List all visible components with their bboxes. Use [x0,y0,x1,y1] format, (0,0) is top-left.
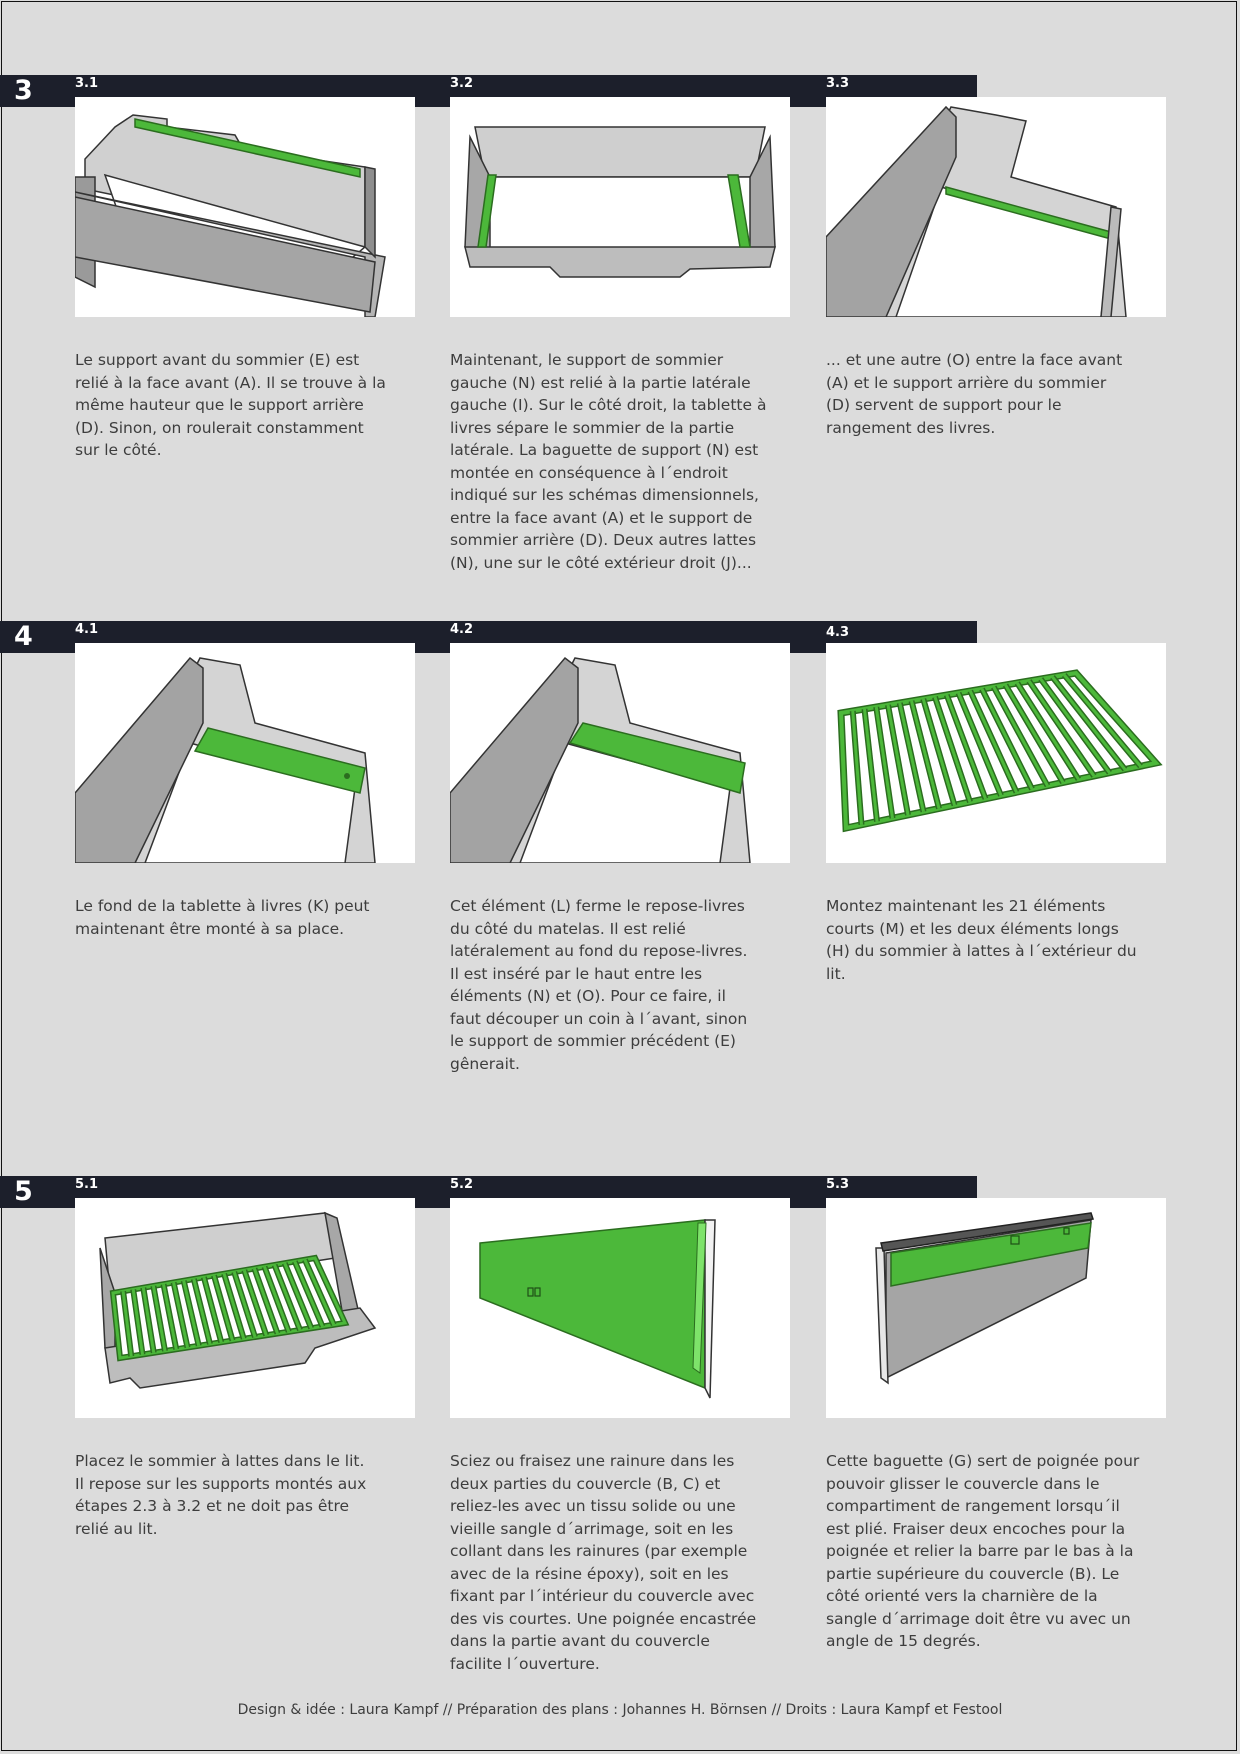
description: Montez maintenant les 21 éléments courts (M) et les deux éléments longs (H) du sommier à lattes à l´extérieur du lit. [826,897,1137,983]
step-label: 4.1 [75,622,99,637]
illustration-5-2 [450,1198,790,1418]
step-label: 4.2 [450,622,474,637]
step-number: 4 [14,621,33,652]
slat-line [912,701,940,809]
illustration-4-3 [826,643,1166,863]
illustration-3-1 [75,97,415,317]
step-number: 3 [14,75,33,106]
step-label: 5.1 [75,1177,99,1192]
illustration-5-1 [75,1198,415,1418]
step-label: 4.3 [826,625,850,640]
description: Placez le sommier à lattes dans le lit. Il repose sur les supports montés aux étapes 2.3 à 3.2 et ne doit pas être relié au lit. [75,1452,367,1538]
illustration-4-1 [75,643,415,863]
description: Sciez ou fraisez une rainure dans les deux parties du couvercle (B, C) et reliez-les avec un tissu solide ou une vieille sangle d´arrimage, soit en les collant dans les rainures (par exemple avec de la résine époxy), soit en les fixant par l´intérieur du couvercle avec des vis courtes. Une poignée encastrée dans la partie avant du couvercle facilite l´ouverture. [450,1452,757,1673]
illustration-4-2 [450,643,790,863]
step-label: 5.2 [450,1177,474,1192]
illustration-3-3 [826,97,1166,317]
step-number: 5 [14,1176,33,1207]
description: Cet élément (L) ferme le repose-livres du côté du matelas. Il est relié latéralement au fond du repose-livres. Il est inséré par le haut entre les éléments (N) et (O). Pour ce faire, il faut découper un coin à l´avant, sinon le support de sommier précédent (E) gênerait. [450,897,748,1073]
step-label: 3.1 [75,76,99,91]
description: ... et une autre (O) entre la face avant (A) et le support arrière du sommier (D) servent de support pour le rangement des livres. [826,351,1123,437]
step-label: 5.3 [826,1177,850,1192]
slat-line [853,711,862,825]
description: Le support avant du sommier (E) est relié à la face avant (A). Il se trouve à la même hauteur que le support arrière (D). Sinon, on roulerait constamment sur le côté. [75,351,386,459]
illustration-5-3 [826,1198,1166,1418]
step-label: 3.3 [826,76,850,91]
description: Maintenant, le support de sommier gauche (N) est relié à la partie latérale gauche (I). Sur le côté droit, la tablette à livres sépare le sommier de la partie latérale. La baguette de support (N) est montée en conséquence à l´endroit indiqué sur les schémas dimensionnels, entre la face avant (A) et le support de sommier arrière (D). Deux autres lattes (N), une sur le côté extérieur droit (J)... [450,351,767,572]
description: Le fond de la tablette à livres (K) peut maintenant être monté à sa place. [75,897,370,938]
description: Cette baguette (G) sert de poignée pour pouvoir glisser le couvercle dans le compartiment de rangement lorsqu´il est plié. Fraiser deux encoches pour la poignée et relier la barre par le bas à la partie supérieure du couvercle (B). Le côté orienté vers la charnière de la sangle d´arrimage doit être vu avec un angle de 15 degrés. [826,1452,1140,1650]
illustration-3-2 [450,97,790,317]
step-label: 3.2 [450,76,474,91]
credits-footer: Design & idée : Laura Kampf // Préparation des plans : Johannes H. Börnsen // Droits : Laura Kampf et Festool [237,1702,1003,1718]
slat-line [865,709,878,822]
